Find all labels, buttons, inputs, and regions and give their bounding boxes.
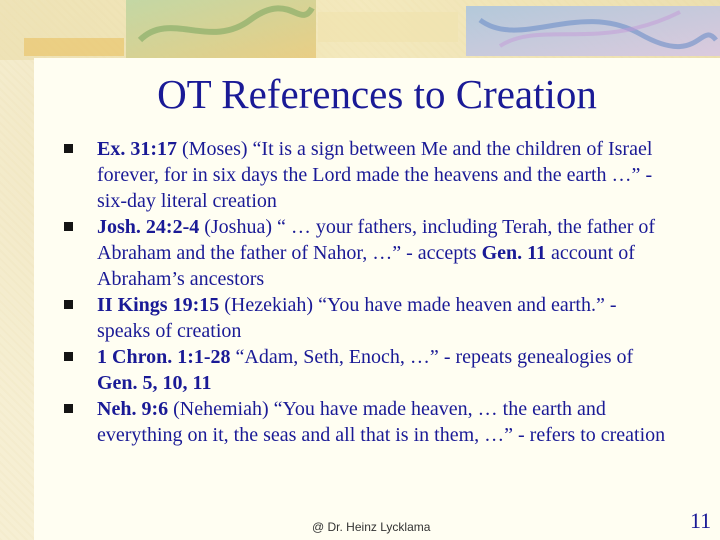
square-bullet-icon — [64, 352, 73, 361]
bullet-list — [64, 136, 674, 448]
scripture-reference: Ex. 31:17 — [97, 138, 177, 160]
scripture-reference: Gen. 11 — [481, 242, 547, 264]
scripture-reference: Josh. 24:2-4 — [97, 216, 200, 238]
slide-title: OT References to Creation — [157, 71, 597, 117]
bullet-item — [64, 136, 674, 214]
scripture-reference: Neh. 9:6 — [97, 398, 169, 420]
square-bullet-icon — [64, 300, 73, 309]
bullet-text: (Nehemiah) “You have made heaven, … the earth and everything on it, the seas and all that is in them, …” - refers to creation — [97, 398, 666, 446]
bullet-text: (Moses) “It is a sign between Me and the children of Israel forever, for in six days the Lord made the heavens and the earth …” - six-day literal creation — [97, 138, 653, 212]
bullet-item — [64, 214, 674, 292]
square-bullet-icon — [64, 144, 73, 153]
scripture-reference: Gen. 5, 10, 11 — [97, 372, 212, 394]
scripture-reference: II Kings 19:15 — [97, 294, 220, 316]
decorative-banner — [0, 0, 720, 60]
scripture-reference: 1 Chron. 1:1-28 — [97, 346, 231, 368]
page-number: 11 — [690, 508, 712, 533]
bullet-item — [64, 292, 674, 344]
bullet-text: (Joshua) “ … your fathers, including Terah, the father of Abraham and the father of Nahor, …” - accepts — [97, 216, 656, 264]
bullet-text: “Adam, Seth, Enoch, …” - repeats genealogies of — [230, 346, 634, 368]
bullet-item — [64, 396, 674, 448]
footer-author: @ Dr. Heinz Lycklama — [312, 520, 431, 534]
bullet-text: (Hezekiah) “You have made heaven and earth.” - speaks of creation — [97, 294, 617, 342]
square-bullet-icon — [64, 404, 73, 413]
square-bullet-icon — [64, 222, 73, 231]
bullet-text: account of Abraham’s ancestors — [97, 242, 635, 290]
bullet-item — [64, 344, 674, 396]
